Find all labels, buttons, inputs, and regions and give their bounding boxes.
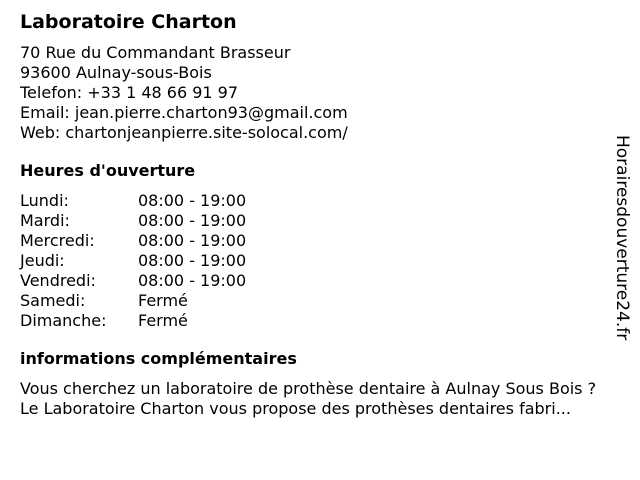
info-heading: informations complémentaires bbox=[20, 349, 297, 368]
hours-table bbox=[20, 191, 620, 331]
hours-row bbox=[20, 211, 620, 231]
hours-day: Mardi: bbox=[20, 211, 70, 230]
hours-row bbox=[20, 231, 620, 251]
hours-time: Fermé bbox=[138, 291, 188, 310]
hours-day: Samedi: bbox=[20, 291, 86, 310]
email-address: Email: jean.pierre.charton93@gmail.com bbox=[20, 103, 348, 122]
address-line2: 93600 Aulnay-sous-Bois bbox=[20, 63, 212, 82]
hours-time: 08:00 - 19:00 bbox=[138, 231, 247, 250]
hours-day: Vendredi: bbox=[20, 271, 96, 290]
hours-time: 08:00 - 19:00 bbox=[138, 211, 247, 230]
info-line1: Vous cherchez un laboratoire de prothèse dentaire à Aulnay Sous Bois ? bbox=[20, 379, 597, 398]
website: Web: chartonjeanpierre.site-solocal.com/ bbox=[20, 123, 348, 142]
hours-row bbox=[20, 291, 620, 311]
address-line1: 70 Rue du Commandant Brasseur bbox=[20, 43, 291, 62]
hours-day: Mercredi: bbox=[20, 231, 95, 250]
hours-time: 08:00 - 19:00 bbox=[138, 191, 247, 210]
hours-row bbox=[20, 191, 620, 211]
hours-day: Dimanche: bbox=[20, 311, 107, 330]
info-line2: Le Laboratoire Charton vous propose des prothèses dentaires fabri... bbox=[20, 399, 571, 418]
hours-time: Fermé bbox=[138, 311, 188, 330]
business-name: Laboratoire Charton bbox=[20, 11, 237, 33]
hours-time: 08:00 - 19:00 bbox=[138, 271, 247, 290]
hours-heading: Heures d'ouverture bbox=[20, 161, 196, 180]
hours-day: Lundi: bbox=[20, 191, 69, 210]
business-card bbox=[20, 10, 620, 419]
site-watermark-label: Horairesdouverture24.fr bbox=[612, 135, 632, 341]
hours-row bbox=[20, 251, 620, 271]
hours-row bbox=[20, 311, 620, 331]
hours-time: 08:00 - 19:00 bbox=[138, 251, 247, 270]
phone-number: Telefon: +33 1 48 66 91 97 bbox=[20, 83, 239, 102]
hours-day: Jeudi: bbox=[20, 251, 65, 270]
hours-row bbox=[20, 271, 620, 291]
